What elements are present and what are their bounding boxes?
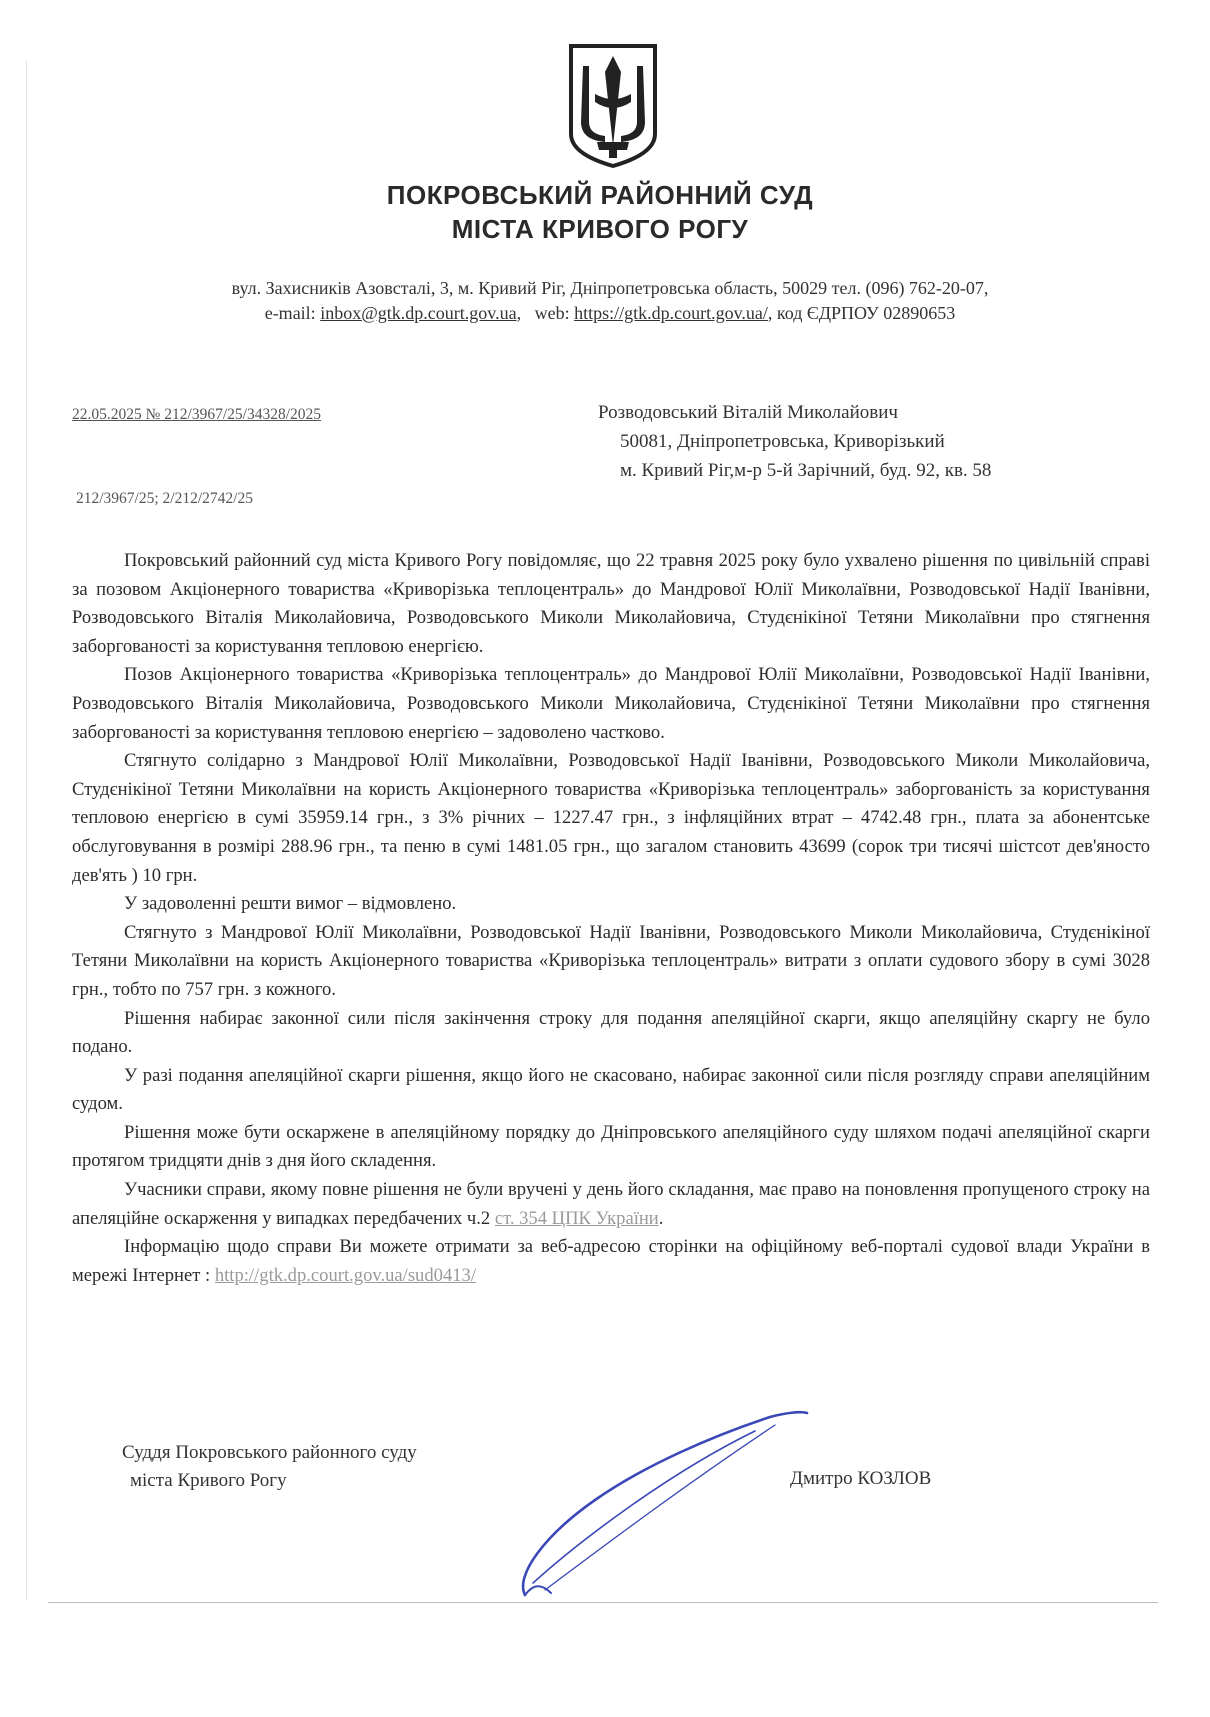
judge-name: Дмитро КОЗЛОВ (790, 1468, 932, 1489)
paragraph-renewal-right (72, 1176, 1150, 1233)
paragraph-decision: Покровський районний суд міста Кривого Рогу повідомляє, що 22 травня 2025 року було ухвалено рішення по цивільній справі за позовом Акціонерного товариства «Криворізька теплоцентраль» до Мандрової Юлії Миколаївни, Розводовської Надії Іванівни, Розводовського Віталія Миколайовича, Розводовського Миколи Миколайовича, Студєнікіної Тетяни Миколаївни про стягнення заборгованості за користування тепловою енергією. (72, 550, 1150, 657)
edrpou-code: код ЄДРПОУ 02890653 (776, 303, 956, 323)
judge-title-line-1: Суддя Покровського районного суду (122, 1442, 417, 1463)
paragraph-court-fee: Стягнуто з Мандрової Юлії Миколаївни, Розводовської Надії Іванівни, Розводовського Миколи Миколайовича, Студєнікіної Тетяни Миколаївни на користь Акціонерного товариства «Криворізька теплоцентраль» витрати з оплати судового збору в сумі 3028 грн., тобто по 757 грн. з кожного. (72, 921, 1150, 1000)
court-address: вул. Захисників Азовсталі, 3, м. Кривий Ріг, Дніпропетровська область, 50029 тел. (096) 762-20-07, (231, 278, 989, 298)
court-name-line-2: МІСТА КРИВОГО РОГУ (451, 214, 749, 244)
info-text: Інформацію щодо справи Ви можете отримати за веб-адресою сторінки на офіційному веб-порталі судової влади України в мережі Інтернет : (72, 1236, 1150, 1286)
handwritten-signature (515, 1405, 815, 1600)
recipient-address-line-2: м. Кривий Ріг,м-р 5-й Зарічний, буд. 92, кв. 58 (620, 460, 992, 481)
paragraph-appeal-procedure: Рішення може бути оскаржене в апеляційному порядку до Дніпровського апеляційного суду шляхом подачі апеляційної скарги протягом тридцяти днів з дня його складення. (72, 1121, 1150, 1172)
paragraph-appeal-effect: У разі подання апеляційної скарги рішення, якщо його не скасовано, набирає законної сили після розгляду справи апеляційним судом. (72, 1064, 1150, 1115)
paragraph-info-portal (72, 1233, 1150, 1290)
email-label: e-mail: (264, 303, 316, 323)
trident-emblem-icon (565, 42, 661, 170)
page-bottom-divider (48, 1602, 1158, 1603)
law-article-link[interactable]: ст. 354 ЦПК України (494, 1207, 659, 1229)
letter-body (72, 547, 1150, 1290)
recipient-address-line-1: 50081, Дніпропетровська, Криворізький (620, 431, 945, 452)
paragraph-legal-force: Рішення набирає законної сили після закінчення строку для подання апеляційної скарги, якщо апеляційну скаргу не було подано. (72, 1007, 1150, 1058)
website-link[interactable]: https://gtk.dp.court.gov.ua/ (574, 303, 768, 323)
scan-edge-line (26, 60, 27, 1600)
paragraph-rejection: У задоволенні решти вимог – відмовлено. (124, 893, 457, 915)
email-link[interactable]: inbox@gtk.dp.court.gov.ua (320, 303, 517, 323)
renewal-end: . (658, 1207, 664, 1229)
paragraph-debt-recovery: Стягнуто солідарно з Мандрової Юлії Миколаївни, Розводовської Надії Іванівни, Розводовського Миколи Миколайовича, Студєнікіної Тетяни Миколаївни на користь Акціонерного товариства «Криворізька теплоцентраль» заборгованість за користування тепловою енергією в сумі 35959.14 грн., з 3% річних – 1227.47 грн., з інфляційних втрат – 4742.48 грн., плата за абонентське обслуговування в розмірі 288.96 грн., та пеню в сумі 1481.05 грн., що загалом становить 43699 (сорок три тисячі шістсот дев'яносто дев'ять ) 10 грн. (72, 750, 1150, 886)
renewal-text: Учасники справи, якому повне рішення не були вручені у день його складання, має право на поновлення пропущеного строку на апеляційне оскарження у випадках передбачених ч.2 (72, 1179, 1150, 1229)
web-label: web: (534, 303, 570, 323)
court-contacts: e-mail: inbox@gtk.dp.court.gov.ua, web: https://gtk.dp.court.gov.ua/, код ЄДРПОУ 02890653 (264, 303, 956, 323)
case-references: 212/3967/25; 2/212/2742/25 (76, 490, 253, 507)
court-name-line-1: ПОКРОВСЬКИЙ РАЙОННИЙ СУД (386, 180, 814, 210)
portal-link[interactable]: http://gtk.dp.court.gov.ua/sud0413/ (214, 1264, 477, 1286)
recipient-name: Розводовський Віталій Миколайович (598, 402, 898, 423)
paragraph-claim-result: Позов Акціонерного товариства «Криворізька теплоцентраль» до Мандрової Юлії Миколаївни, Розводовської Надії Іванівни, Розводовського Віталія Миколайовича, Розводовського Миколи Миколайовича, Студєнікіної Тетяни Миколаївни про стягнення заборгованості за користування тепловою енергією – задоволено частково. (72, 664, 1150, 743)
judge-title-line-2: міста Кривого Рогу (130, 1470, 287, 1491)
outgoing-number: 22.05.2025 № 212/3967/25/34328/2025 (72, 406, 322, 423)
